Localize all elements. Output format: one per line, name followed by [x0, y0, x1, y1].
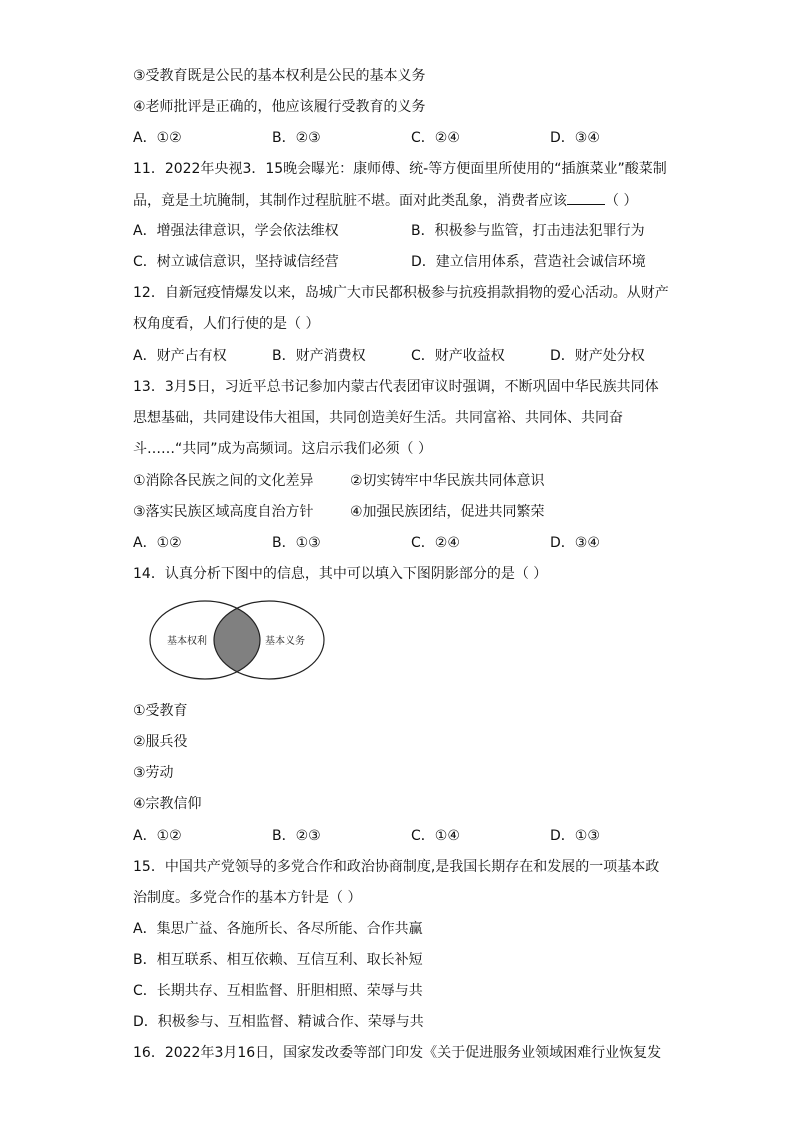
q14-item-3: ③劳动	[133, 765, 174, 781]
q11-stem-line2	[133, 190, 637, 211]
duties-label: 基本义务	[265, 636, 305, 647]
statement-4: ④老师批评是正确的，他应该履行受教育的义务	[133, 99, 426, 115]
q11-option-a[interactable]: A．增强法律意识，学会依法维权	[133, 223, 339, 239]
q11-paren: （ ）	[605, 193, 638, 209]
q13-option-c[interactable]: C．②④	[411, 535, 460, 551]
q13-option-d[interactable]: D．③④	[550, 535, 600, 551]
q13-item-2: ②切实铸牢中华民族共同体意识	[350, 473, 545, 489]
q11-stem-text: 品，竟是土坑腌制，其制作过程肮脏不堪。面对此类乱象，消费者应该	[133, 193, 567, 209]
q13-stem-line1: 13．3月5日，习近平总书记参加内蒙古代表团审议时强调，不断巩固中华民族共同体	[133, 379, 659, 395]
q11-option-c[interactable]: C．树立诚信意识，坚持诚信经营	[133, 254, 339, 270]
q12-option-c[interactable]: C．财产收益权	[411, 348, 505, 364]
q10-option-c[interactable]: C．②④	[411, 130, 460, 146]
q12-stem-line1: 12．自新冠疫情爆发以来，岛城广大市民都积极参与抗疫捐款捐物的爱心活动。从财产	[133, 285, 669, 301]
q16-stem-line1: 16．2022年3月16日，国家发改委等部门印发《关于促进服务业领域困难行业恢复发	[133, 1045, 662, 1061]
q11-stem-line1: 11．2022年央视3．15晚会曝光：康师傅、统-等方便面里所使用的“插旗菜业”酸菜制	[133, 161, 667, 177]
q14-item-4: ④宗教信仰	[133, 796, 202, 812]
q15-option-a[interactable]: A．集思广益、各施所长、各尽所能、合作共赢	[133, 921, 423, 937]
q13-option-a[interactable]: A．①②	[133, 535, 182, 551]
q13-stem-line3: 斗……“共同”成为高频词。这启示我们必须（ ）	[133, 441, 432, 457]
q10-option-d[interactable]: D．③④	[550, 130, 600, 146]
q13-item-3: ③落实民族区域高度自治方针	[133, 504, 314, 520]
q15-stem-line1: 15．中国共产党领导的多党合作和政治协商制度,是我国长期存在和发展的一项基本政	[133, 859, 660, 875]
q11-option-b[interactable]: B．积极参与监管，打击违法犯罪行为	[411, 223, 645, 239]
answer-blank[interactable]	[567, 190, 605, 205]
q10-option-b[interactable]: B．②③	[272, 130, 321, 146]
q14-stem: 14．认真分析下图中的信息，其中可以填入下图阴影部分的是（ ）	[133, 566, 548, 582]
rights-label: 基本权利	[167, 636, 207, 647]
q12-option-b[interactable]: B．财产消费权	[272, 348, 366, 364]
q13-option-b[interactable]: B．①③	[272, 535, 321, 551]
q15-option-d[interactable]: D．积极参与、互相监督、精诚合作、荣辱与共	[133, 1014, 424, 1030]
q10-option-a[interactable]: A．①②	[133, 130, 182, 146]
q14-item-2: ②服兵役	[133, 734, 188, 750]
q14-option-a[interactable]: A．①②	[133, 828, 182, 844]
q15-stem-line2: 治制度。多党合作的基本方针是（ ）	[133, 890, 362, 906]
statement-3: ③受教育既是公民的基本权利是公民的基本义务	[133, 68, 426, 84]
q14-item-1: ①受教育	[133, 703, 188, 719]
q14-option-c[interactable]: C．①④	[411, 828, 460, 844]
q14-option-d[interactable]: D．①③	[550, 828, 600, 844]
q13-item-1: ①消除各民族之间的文化差异	[133, 473, 314, 489]
q13-item-4: ④加强民族团结，促进共同繁荣	[350, 504, 545, 520]
venn-diagram	[147, 598, 327, 682]
q15-option-c[interactable]: C．长期共存、互相监督、肝胆相照、荣辱与共	[133, 983, 423, 999]
q12-option-d[interactable]: D．财产处分权	[550, 348, 645, 364]
q12-option-a[interactable]: A．财产占有权	[133, 348, 227, 364]
q15-option-b[interactable]: B．相互联系、相互依赖、互信互利、取长补短	[133, 952, 423, 968]
q12-stem-line2: 权角度看，人们行使的是（ ）	[133, 316, 320, 332]
q14-option-b[interactable]: B．②③	[272, 828, 321, 844]
q13-stem-line2: 思想基础，共同建设伟大祖国，共同创造美好生活。共同富裕、共同体、共同奋	[133, 410, 623, 426]
q11-option-d[interactable]: D．建立信用体系，营造社会诚信环境	[411, 254, 646, 270]
